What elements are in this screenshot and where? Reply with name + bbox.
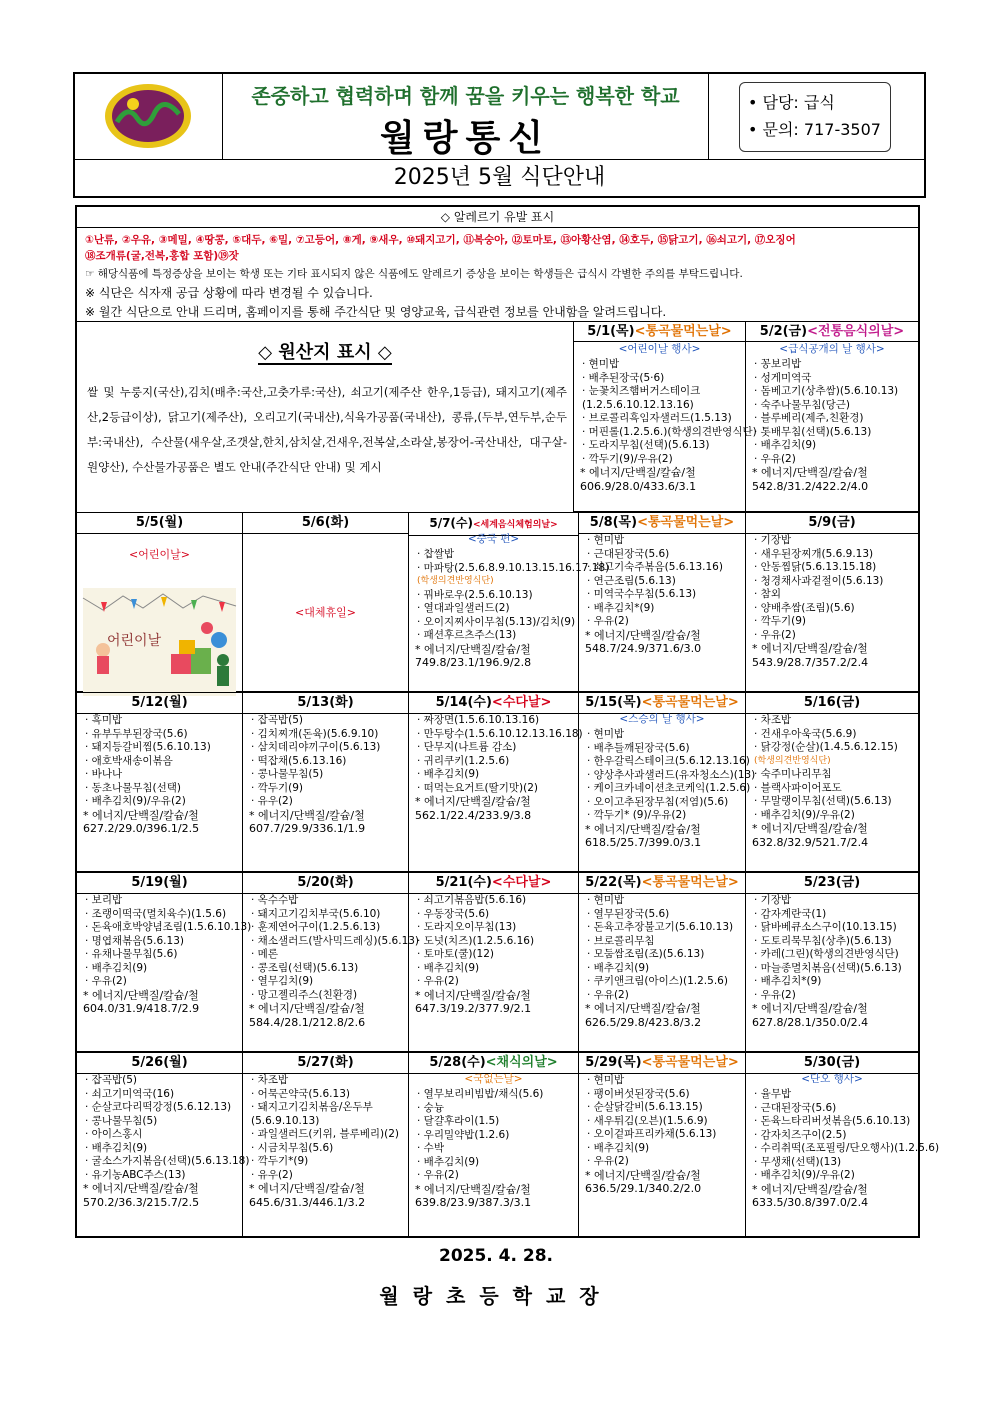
menu-item: · 잡곡밥(5)	[85, 1074, 137, 1086]
event-label: <국없는날>	[464, 1073, 523, 1085]
menu-item: · 근대된장국(5.6)	[587, 547, 670, 560]
menu-item: · 수박	[417, 1142, 444, 1154]
menu-list	[579, 892, 745, 1002]
menu-item: · 우유(2)	[754, 452, 796, 465]
menu-item: · 귀리쿠키(1.2.5.6)	[417, 754, 510, 767]
day-cell-0516	[746, 712, 918, 872]
menu-list	[579, 726, 756, 823]
nutrition-values: 618.5/25.7/399.0/3.1	[585, 836, 702, 849]
nutrition-values: 633.5/30.8/397.0/2.4	[752, 1196, 869, 1209]
menu-item: · 무말랭이무침(선택)(5.6.13)	[754, 795, 892, 807]
menu-item: · 율무밥	[754, 1088, 792, 1100]
menu-item: · 시금치무침(5.6)	[251, 1141, 334, 1154]
menu-item: · 돼지고기김치볶음/온두부	[251, 1101, 373, 1113]
menu-item: · 짜장면(1.5.6.10.13.16)	[417, 714, 540, 726]
nutrition-label: * 에너지/단백질/칼슘/철	[415, 988, 531, 1002]
nutrition-label: * 에너지/단백질/칼슘/철	[415, 642, 531, 656]
menu-item: · 열무보리비빔밥/채식(5.6)	[417, 1088, 544, 1100]
menu-table	[75, 205, 940, 1238]
menu-item: · 숭늉	[417, 1101, 444, 1114]
menu-item: · 차조밥	[754, 714, 792, 726]
nutrition-label: * 에너지/단백질/칼슘/철	[83, 808, 199, 822]
menu-item: · 쇠고기미역국(16)	[85, 1087, 175, 1100]
menu-item: · 열무김치(9)	[251, 975, 314, 987]
origin-section	[77, 321, 574, 512]
menu-item: · 조랭이떡국(멸치육수)(1.5.6)	[85, 907, 227, 920]
menu-item: · 도라지오이무침(13)	[417, 921, 517, 933]
menu-list	[243, 712, 408, 809]
day-header-0516: 5/16(금)	[746, 692, 918, 714]
menu-item: · 도라지무침(선택)(5.6.13)	[582, 439, 710, 451]
menu-item: · 토마토(쿨)(12)	[417, 948, 494, 960]
allergy-title: ◇ 알레르기 유발 표시	[77, 207, 918, 228]
nutrition-label: * 에너지/단백질/칼슘/철	[752, 822, 868, 835]
menu-item: · 우유(2)	[417, 1169, 459, 1181]
day-cell-0519	[77, 892, 252, 1052]
day-cell-0515	[579, 712, 756, 872]
menu-list	[746, 532, 918, 642]
menu-item: · 유기농ABC주스(13)	[85, 1168, 186, 1181]
menu-item: · 배추김치(9)	[754, 439, 817, 451]
menu-item: · 마파탕(2.5.6.8.9.10.13.15.16.17.18)	[417, 561, 610, 574]
menu-item: · 우유(2)	[417, 975, 459, 987]
nutrition-values: 645.6/31.3/446.1/3.2	[249, 1195, 366, 1209]
menu-item: · 배추김치(9)	[417, 1155, 480, 1168]
allergy-list	[85, 232, 915, 264]
nutrition-values: 548.7/24.9/371.6/3.0	[585, 642, 702, 655]
newsletter-title: 월랑통신	[379, 118, 552, 159]
menu-item: · 깍두기(9)/우유(2)	[582, 452, 673, 465]
menu-item: · 유우(2)	[251, 1168, 293, 1181]
nutrition-values: 542.8/31.2/422.2/4.0	[752, 479, 869, 493]
menu-item: · 돈육고추장불고기(5.6.10.13)	[587, 921, 734, 933]
menu-item: · 찹쌀밥	[417, 548, 455, 560]
newsletter-header	[73, 72, 926, 198]
nutrition-values: 543.9/28.7/357.2/2.4	[752, 655, 869, 669]
menu-item: · 배추김치*(9)	[587, 601, 655, 614]
nutrition-label: * 에너지/단백질/칼슘/철	[585, 628, 701, 642]
menu-item: · 단무지(나트륨 감소)	[417, 741, 517, 753]
nutrition-label: * 에너지/단백질/칼슘/철	[585, 1168, 701, 1182]
menu-item: · 블루베리(제주,친환경)	[754, 412, 864, 424]
menu-item: · 우유(2)	[587, 615, 629, 627]
menu-item: · 삼치데리야끼구이(5.6.13)	[251, 741, 381, 753]
day-cell-0502	[746, 342, 918, 512]
day-cell-0522	[579, 892, 746, 1052]
menu-item: · 유채나물무침(5.6)	[85, 948, 178, 960]
school-motto: 존중하고 협력하며 함께 꿈을 키우는 행복한 학교	[251, 84, 680, 108]
day-header-0502: 5/2(금)<전통음식의날>	[746, 321, 918, 342]
day-cell-0528	[409, 1072, 579, 1236]
menu-list	[243, 1072, 408, 1182]
menu-item: · 숙주나물무침(당근)	[754, 398, 851, 411]
menu-item: · 숙주미나리무침	[754, 768, 832, 780]
menu-item: · 깍두기(9)	[251, 781, 303, 794]
menu-item: · 우리밀약밥(1.2.6)	[417, 1128, 510, 1141]
menu-item: · 배추김치(9)	[417, 961, 480, 974]
menu-item: (5.6.9.10.13)	[251, 1114, 320, 1127]
menu-item: · 참외	[754, 588, 781, 600]
menu-item: (1.2.5.6.10.12.13.16)	[582, 398, 694, 411]
menu-item: · 아이스홍시	[85, 1128, 143, 1140]
menu-item: · 감자계란국(1)	[754, 907, 827, 920]
menu-item: · 차조밥	[251, 1074, 289, 1086]
menu-item: · 청경채사과겉절이(5.6.13)	[754, 574, 884, 587]
menu-item: · 돼지고기김치부국(5.6.10)	[251, 907, 381, 920]
day-cell-0508	[579, 532, 746, 692]
day-cell-0506	[243, 532, 409, 692]
nutrition-values: 562.1/22.4/233.9/3.8	[415, 808, 532, 822]
menu-item: · 모둠쌈조림(조)(5.6.13)	[587, 948, 705, 960]
menu-list	[409, 892, 578, 989]
menu-item: · 동초나물무침(선택)	[85, 781, 182, 794]
menu-item: · 도넛(치즈)(1.2.5.6.16)	[417, 934, 535, 947]
menu-item: · 깍두기*(9)	[251, 1155, 309, 1167]
nutrition-values: 627.2/29.0/396.1/2.5	[83, 822, 200, 835]
menu-item: · 순살닭갈비(5.6.13.15)	[587, 1101, 703, 1113]
menu-list	[243, 892, 420, 1002]
day-header-0508: 5/8(목)<통곡물먹는날>	[579, 512, 746, 534]
menu-item: · 우유(2)	[754, 988, 796, 1001]
nutrition-label: * 에너지/단백질/칼슘/철	[249, 808, 365, 822]
menu-item: · 굴소스가지볶음(선택)(5.6.13.18)	[85, 1155, 250, 1167]
menu-item: · 새우튀김(오븐)(1.5.6.9)	[587, 1114, 708, 1127]
menu-list	[574, 356, 757, 466]
contact-manager: • 담당: 급식	[748, 93, 835, 112]
menu-item: · 현미밥	[587, 534, 625, 546]
menu-item: · 건새우아욱국(5.6.9)	[754, 727, 857, 740]
menu-item: · 우유(2)	[85, 975, 127, 987]
illustration-caption: 어린이날	[107, 633, 162, 649]
contact-cell	[709, 74, 924, 160]
nutrition-values: 606.9/28.0/433.6/3.1	[580, 479, 697, 493]
day-cell-0521	[409, 892, 579, 1052]
day-header-0509: 5/9(금)	[746, 512, 918, 534]
day-cell-0527	[243, 1072, 409, 1236]
nutrition-label: * 에너지/단백질/칼슘/철	[415, 1182, 531, 1196]
nutrition-label: * 에너지/단백질/칼슘/철	[585, 822, 701, 836]
origin-body: 쌀 및 누룽지(국산),김치(배추:국산,고춧가루:국산), 쇠고기(제주산 한우,1등급), 돼지고기(제주산,2등급이상), 닭고기(제주산), 오리고기(국내산),식육가공품(국내산), 콩류,(두부,연두부,순두부:국내산), 수산물(새우살,조갯살,한치,삼치살,건새우,전복살,소라살,봉장어-국산내산, 대구살-원양산), 수산물가공품은 별도 안내(주간식단 안내) 및 게시	[87, 385, 567, 474]
menu-item: · 한우갈릭스테이크(5.6.12.13.16)	[587, 755, 750, 767]
menu-item: · 돈육애호박양념조림(1.5.6.10.13)	[85, 921, 252, 933]
day-cell-0514	[409, 712, 583, 872]
menu-item: · 배추김치(9)	[85, 1141, 148, 1154]
menu-item: · 눈꽃치즈햄버거스테이크	[582, 385, 701, 397]
menu-item: · 미역국수무침(5.6.13)	[587, 588, 697, 600]
menu-item: · 오이고추된장무침(저염)(5.6)	[587, 795, 729, 808]
day-header-0527: 5/27(화)	[243, 1052, 409, 1074]
event-label: <스승의 날 행사>	[619, 713, 705, 725]
nutrition-values: 627.8/28.1/350.0/2.4	[752, 1015, 869, 1029]
menu-item: · 브로콜리흑임자샐러드(1.5.13)	[582, 412, 732, 424]
nutrition-label: * 에너지/단백질/칼슘/철	[83, 1182, 199, 1195]
nutrition-label: * 에너지/단백질/칼슘/철	[249, 1182, 365, 1195]
menu-item: · 톳배무침(선택)(5.6.13)	[754, 425, 872, 438]
event-label: <어린이날 행사>	[618, 343, 701, 355]
origin-title: ◇ 원산지 표시 ◇	[258, 342, 392, 363]
nutrition-values: 584.4/28.1/212.8/2.6	[249, 1015, 366, 1029]
menu-item: · 브로콜리무침	[587, 934, 655, 947]
menu-list	[746, 356, 918, 466]
menu-item: · 어묵곤약국(5.6.13)	[251, 1087, 350, 1100]
day-cell-0501	[574, 342, 757, 512]
nutrition-label: * 에너지/단백질/칼슘/철	[249, 1002, 365, 1015]
nutrition-values: 570.2/36.3/215.7/2.5	[83, 1195, 200, 1209]
header-top-row	[75, 74, 924, 160]
menu-item: · 우유(2)	[587, 988, 629, 1001]
nutrition-label: * 에너지/단백질/칼슘/철	[752, 1182, 868, 1196]
menu-item: · 콩나물무침(5)	[251, 768, 324, 780]
menu-list	[77, 892, 252, 989]
nutrition-values: 749.8/23.1/196.9/2.8	[415, 656, 532, 669]
menu-item: · 깍두기* (9)/우유(2)	[587, 809, 687, 821]
event-label: <대체휴일>	[295, 606, 356, 619]
menu-item: · 돔베고기(상추쌈)(5.6.10.13)	[754, 385, 899, 397]
day-header-0506: 5/6(화)	[243, 512, 409, 534]
nutrition-values: 626.5/29.8/423.8/3.2	[585, 1015, 702, 1029]
principal-signature: 월랑초등학교장	[379, 1284, 613, 1308]
menu-item: · 배추김치(9)	[587, 1141, 650, 1154]
day-header-0507: 5/7(수)<세계음식체험의날>	[409, 512, 579, 536]
menu-item: · 수리취떡(조포필링/단오행사)(1.2.5.6)	[754, 1142, 940, 1154]
menu-item: · 배추된장국(5·6)	[582, 371, 665, 384]
menu-item: (학생의견반영식단)	[417, 576, 494, 586]
event-label: <어린이날>	[129, 548, 190, 561]
menu-item: · 떡잡채(5.6.13.16)	[251, 754, 347, 767]
menu-list	[409, 1086, 578, 1183]
nutrition-values: 647.3/19.2/377.9/2.1	[415, 1002, 532, 1015]
menu-list	[579, 1072, 745, 1169]
menu-item: · 배추김치(9)/우유(2)	[754, 808, 855, 821]
title-cell	[223, 74, 709, 160]
nutrition-label: * 에너지/단백질/칼슘/철	[83, 988, 199, 1002]
day-header-0501: 5/1(목)<통곡물먹는날>	[574, 321, 746, 342]
menu-item: · 기장밥	[754, 534, 792, 546]
day-header-0521: 5/21(수)<수다날>	[409, 872, 579, 894]
menu-item: · 닭강정(순살)(1.4.5.6.12.15)	[754, 741, 898, 753]
menu-item: · 달걀후라이(1.5)	[417, 1115, 500, 1127]
menu-item: · 돈육느타리버섯볶음(5.6.10.13)	[754, 1115, 911, 1127]
menu-item: · 성게미역국	[754, 371, 812, 384]
menu-item: · 케이크카네이션초코케익(1.2.5.6)	[587, 782, 751, 794]
day-cell-0523	[746, 892, 918, 1052]
day-header-0519: 5/19(월)	[77, 872, 243, 894]
menu-item: · 우유(2)	[754, 628, 796, 641]
day-header-0513: 5/13(화)	[243, 692, 409, 714]
day-cell-0512	[77, 712, 243, 872]
menu-item: · 과일샐러드(키위, 블루베리)(2)	[251, 1128, 399, 1140]
menu-list	[409, 712, 583, 795]
nutrition-label: * 에너지/단백질/칼슘/철	[752, 642, 868, 655]
menu-item: · 유우(2)	[251, 795, 293, 807]
day-cell-0530	[746, 1072, 940, 1236]
day-header-0529: 5/29(목)<통곡물먹는날>	[579, 1052, 746, 1074]
nutrition-label: * 에너지/단백질/칼슘/철	[415, 795, 531, 808]
menu-subtitle: 2025년 5월 식단안내	[393, 165, 606, 190]
nutrition-values: 636.5/29.1/340.2/2.0	[585, 1182, 702, 1195]
menu-item: · 떠먹는요거트(딸기맛)(2)	[417, 781, 539, 794]
menu-item: (학생의견반영식단)	[754, 755, 831, 766]
menu-list	[746, 892, 918, 1002]
menu-item: · 마늘종멸치볶음(선택)(5.6.13)	[754, 961, 902, 974]
day-header-0514: 5/14(수)<수다날>	[409, 692, 579, 714]
day-header-0515: 5/15(목)<통곡물먹는날>	[579, 692, 746, 714]
change-note: ※ 식단은 식자재 공급 상황에 따라 변경될 수 있습니다.	[85, 286, 373, 300]
menu-item: · 만두탕수(1.5.6.10.12.13.16.18)	[417, 727, 583, 740]
day-cell-0513	[243, 712, 409, 872]
menu-list	[579, 532, 745, 629]
menu-item: · 배추김치(9)	[417, 768, 480, 780]
menu-item: · 보리밥	[85, 894, 123, 906]
menu-item: · 옥수수밥	[251, 894, 299, 906]
day-header-0512: 5/12(월)	[77, 692, 243, 714]
logo-cell	[75, 74, 223, 160]
menu-item: · 머핀롤(1.2.5.6.)(학생의견반영식단)	[582, 425, 757, 438]
allergy-list-line1: ①난류, ②우유, ③메밀, ④땅콩, ⑤대두, ⑥밀, ⑦고등어, ⑧게, ⑨새우, ⑩돼지고기, ⑪복숭아, ⑫토마토, ⑬아황산염, ⑭호두, ⑮닭고기, ⑯쇠고기, ⑰오징어	[85, 234, 796, 246]
menu-item: · 안동찜닭(5.6.13.15.18)	[754, 561, 877, 573]
menu-item: · 우동장국(5.6)	[417, 907, 490, 920]
menu-item: · 순살코다리떡강정(5.6.12.13)	[85, 1101, 232, 1113]
day-cell-0526	[77, 1072, 250, 1236]
day-cell-0505	[77, 532, 243, 692]
menu-item: · 무생채(선택)(13)	[754, 1155, 842, 1168]
nutrition-values: 639.8/23.9/387.3/3.1	[415, 1196, 532, 1209]
menu-item: · 유부두부된장국(5.6)	[85, 727, 188, 740]
menu-item: · 흑미밥	[85, 714, 123, 726]
menu-item: · 메론	[251, 948, 278, 960]
event-label: <중국 편>	[467, 533, 520, 545]
menu-item: · 오이지찌사이무침(5.13)/김치(9)	[417, 615, 576, 628]
menu-item: · 카레(그린)(학생의견반영식단)	[754, 948, 899, 960]
menu-item: · 우유(2)	[587, 1155, 629, 1167]
menu-item: · 김치찌개(돈육)(5.6.9.10)	[251, 727, 379, 740]
menu-item: · 현미밥	[587, 894, 625, 906]
menu-item: · 연근조림(5.6.13)	[587, 574, 676, 587]
menu-item: · 꽁보리밥	[754, 358, 802, 370]
nutrition-values: 607.7/29.9/336.1/1.9	[249, 822, 366, 835]
day-header-0505: 5/5(월)	[77, 512, 243, 534]
day-cell-0520	[243, 892, 420, 1052]
nutrition-values: 632.8/32.9/521.7/2.4	[752, 835, 869, 849]
menu-item: · 쇠고기숙주볶음(5.6.13.16)	[587, 561, 723, 573]
event-label: <급식공개의 날 행사>	[779, 343, 885, 355]
menu-item: · 양상추사과샐러드(유자청소스)(13)	[587, 768, 756, 781]
nutrition-label: * 에너지/단백질/칼슘/철	[585, 1002, 701, 1015]
contact-box	[739, 82, 891, 152]
menu-item: · 배추김치(9)/우유(2)	[754, 1169, 855, 1181]
day-cell-0529	[579, 1072, 746, 1236]
menu-item: · 꿔바로우(2.5.6.10.13)	[417, 588, 533, 601]
menu-item: · 바나나	[85, 768, 123, 780]
menu-item: · 오이겉파프리카채(5.6.13)	[587, 1128, 717, 1140]
menu-item: · 채소샐러드(발사믹드레싱)(5.6.13)	[251, 934, 420, 947]
menu-item: · 명엽채볶음(5.6.13)	[85, 934, 184, 947]
menu-item: · 열무된장국(5.6)	[587, 907, 670, 920]
menu-item: · 잡곡밥(5)	[251, 714, 303, 726]
nutrition-label: * 에너지/단백질/칼슘/철	[580, 466, 696, 479]
menu-item: · 배추김치(9)	[587, 961, 650, 974]
menu-item: · 배추김치*(9)	[754, 975, 822, 987]
menu-item: · 콩나물무침(5)	[85, 1114, 158, 1127]
event-label: <단오 행사>	[801, 1073, 863, 1085]
nutrition-label: * 에너지/단백질/칼슘/철	[752, 466, 868, 479]
menu-item: · 블랙사파이어포도	[754, 781, 842, 794]
menu-item: · 쿠키앤크림(아이스)(1.2.5.6)	[587, 975, 728, 987]
menu-list	[746, 712, 918, 822]
menu-list	[77, 1072, 250, 1182]
menu-item: · 팽이버섯된장국(5.6)	[587, 1087, 690, 1100]
menu-item: · 애호박새송이볶음	[85, 754, 173, 767]
menu-item: · 콩조림(선택)(5.6.13)	[251, 961, 359, 974]
menu-item: · 근대된장국(5.6)	[754, 1101, 837, 1114]
monthly-note: ※ 월간 식단으로 안내 드리며, 홈페이지를 통해 주간식단 및 영양교육, 급식관련 정보를 안내함을 알려드립니다.	[85, 305, 667, 319]
school-logo	[103, 82, 193, 150]
menu-item: · 열대과일샐러드(2)	[417, 602, 510, 614]
allergy-note: ☞ 해당식품에 특정증상을 보이는 학생 또는 기타 표시되지 않은 식품에도 알레르기 증상을 보이는 학생들은 급식시 각별한 주의를 부탁드립니다.	[85, 268, 743, 280]
contact-phone: • 문의: 717-3507	[748, 120, 881, 139]
day-header-0530: 5/30(금)	[746, 1052, 918, 1074]
menu-item: · 닭바베큐소스구이(10.13.15)	[754, 921, 897, 933]
menu-item: · 돼지등갈비찜(5.6.10.13)	[85, 741, 211, 753]
nutrition-label: * 에너지/단백질/칼슘/철	[752, 1002, 868, 1015]
menu-list	[746, 1086, 940, 1183]
menu-item: · 현미밥	[587, 1074, 625, 1086]
day-header-0520: 5/20(화)	[243, 872, 409, 894]
menu-item: · 배추김치(9)	[85, 961, 148, 974]
issue-date: 2025. 4. 28.	[438, 1246, 553, 1266]
day-cell-0509	[746, 532, 918, 692]
menu-item: · 감자치즈구이(2.5)	[754, 1128, 847, 1141]
day-header-0522: 5/22(목)<통곡물먹는날>	[579, 872, 746, 894]
menu-item: · 쇠고기볶음밥(5.6.16)	[417, 894, 527, 906]
menu-item: · 배추들깨된장국(5.6)	[587, 741, 690, 754]
allergy-list-line2: ⑱조개류(굴,전복,홍합 포함)⑲잣	[85, 250, 239, 262]
menu-item: · 새우된장찌개(5.6.9.13)	[754, 547, 874, 560]
menu-list	[77, 712, 242, 809]
menu-item: · 배추김치(9)/우유(2)	[85, 795, 186, 807]
menu-item: · 현미밥	[582, 358, 620, 370]
menu-item: · 패션후르츠주스(13)	[417, 629, 517, 641]
menu-item: · 깍두기(9)	[754, 615, 806, 627]
day-header-0526: 5/26(월)	[77, 1052, 243, 1074]
menu-item: · 훈제연어구이(1.2.5.6.13)	[251, 921, 381, 933]
menu-item: · 망고젤리주스(친환경)	[251, 988, 358, 1001]
menu-item: · 현미밥	[587, 728, 625, 740]
nutrition-values: 604.0/31.9/418.7/2.9	[83, 1002, 200, 1015]
menu-item: · 양배추쌈(조림)(5.6)	[754, 601, 855, 614]
menu-item: · 도토리묵무침(상추)(5.6.13)	[754, 934, 892, 947]
day-header-0523: 5/23(금)	[746, 872, 918, 894]
day-header-0528: 5/28(수)<채식의날>	[409, 1052, 579, 1074]
menu-item: · 기장밥	[754, 894, 792, 906]
